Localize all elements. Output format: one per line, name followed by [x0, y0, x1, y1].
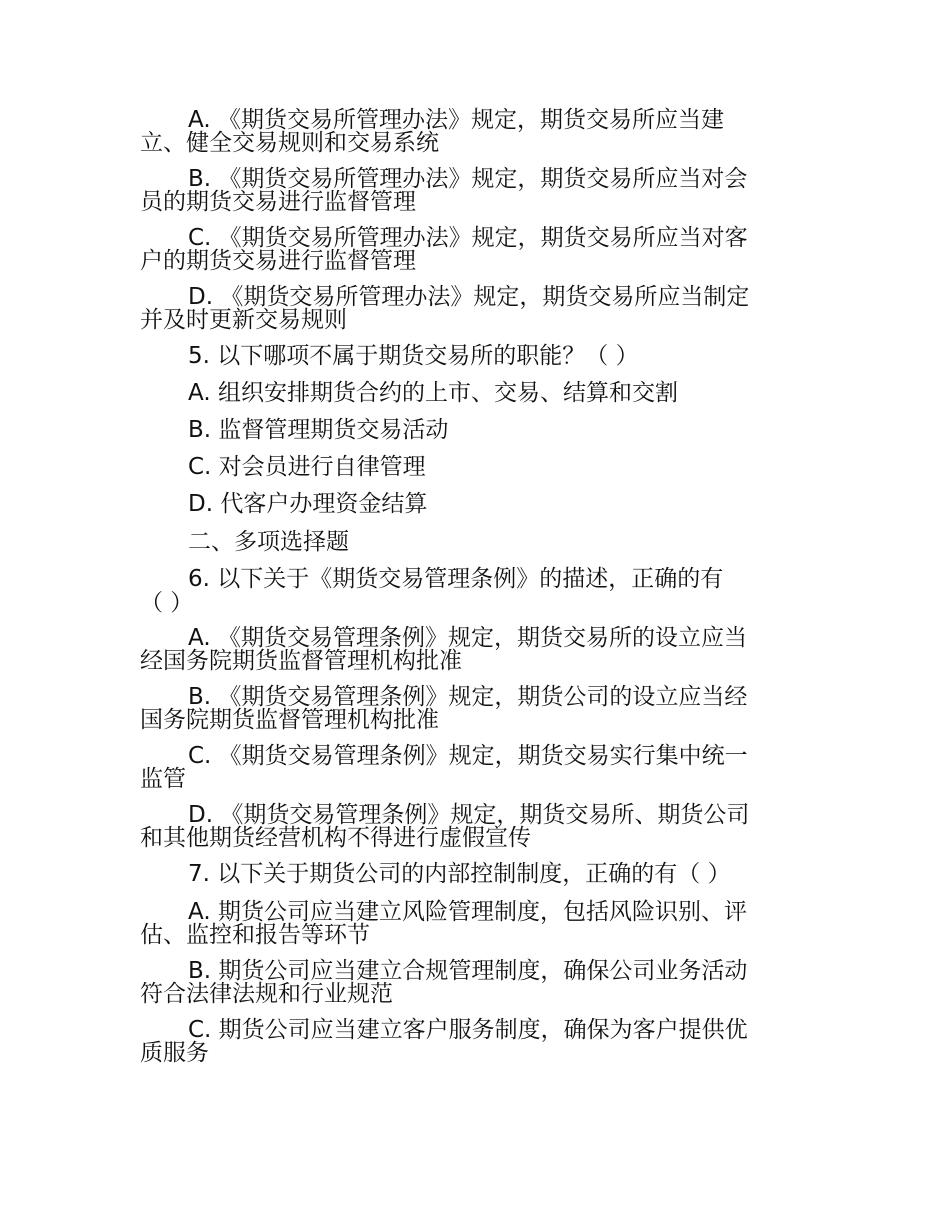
option-6c-line1: C. 《期货交易管理条例》规定，期货交易实行集中统一 — [188, 743, 748, 769]
option-5d: D. 代客户办理资金结算 — [188, 491, 428, 517]
option-5a: A. 组织安排期货合约的上市、交易、结算和交割 — [188, 380, 678, 406]
option-6b-line2: 国务院期货监督管理机构批准 — [140, 707, 439, 733]
option-7a-line2: 估、监控和报告等环节 — [140, 922, 370, 948]
option-4d-line1: D. 《期货交易所管理办法》规定，期货交易所应当制定 — [188, 284, 750, 310]
option-4a-line1: A. 《期货交易所管理办法》规定，期货交易所应当建 — [188, 107, 724, 133]
option-5c: C. 对会员进行自律管理 — [188, 454, 426, 480]
option-6c-line2: 监管 — [140, 766, 186, 792]
option-6d-line1: D. 《期货交易管理条例》规定，期货交易所、期货公司 — [188, 802, 750, 828]
question-5: 5. 以下哪项不属于期货交易所的职能？（ ） — [188, 343, 639, 369]
option-4a-line2: 立、健全交易规则和交易系统 — [140, 130, 439, 156]
option-5b: B. 监督管理期货交易活动 — [188, 417, 449, 443]
option-6a-line1: A. 《期货交易管理条例》规定，期货交易所的设立应当 — [188, 625, 747, 651]
option-4c-line2: 户的期货交易进行监督管理 — [140, 248, 416, 274]
question-6-line1: 6. 以下关于《期货交易管理条例》的描述，正确的有 — [188, 566, 724, 592]
option-7a-line1: A. 期货公司应当建立风险管理制度，包括风险识别、评 — [188, 899, 747, 925]
option-4b-line1: B. 《期货交易所管理办法》规定，期货交易所应当对会 — [188, 166, 748, 192]
question-7: 7. 以下关于期货公司的内部控制制度，正确的有（ ） — [188, 861, 731, 887]
option-7c-line1: C. 期货公司应当建立客户服务制度，确保为客户提供优 — [188, 1017, 748, 1043]
option-7b-line2: 符合法律法规和行业规范 — [140, 981, 393, 1007]
option-6b-line1: B. 《期货交易管理条例》规定，期货公司的设立应当经 — [188, 684, 748, 710]
section-heading-multiple-choice: 二、多项选择题 — [188, 529, 349, 555]
option-4b-line2: 员的期货交易进行监督管理 — [140, 189, 416, 215]
question-6-line2: （ ） — [140, 590, 194, 616]
option-4d-line2: 并及时更新交易规则 — [140, 307, 347, 333]
option-7c-line2: 质服务 — [140, 1040, 209, 1066]
option-4c-line1: C. 《期货交易所管理办法》规定，期货交易所应当对客 — [188, 225, 748, 251]
option-7b-line1: B. 期货公司应当建立合规管理制度，确保公司业务活动 — [188, 958, 748, 984]
option-6a-line2: 经国务院期货监督管理机构批准 — [140, 648, 462, 674]
option-6d-line2: 和其他期货经营机构不得进行虚假宣传 — [140, 825, 531, 851]
